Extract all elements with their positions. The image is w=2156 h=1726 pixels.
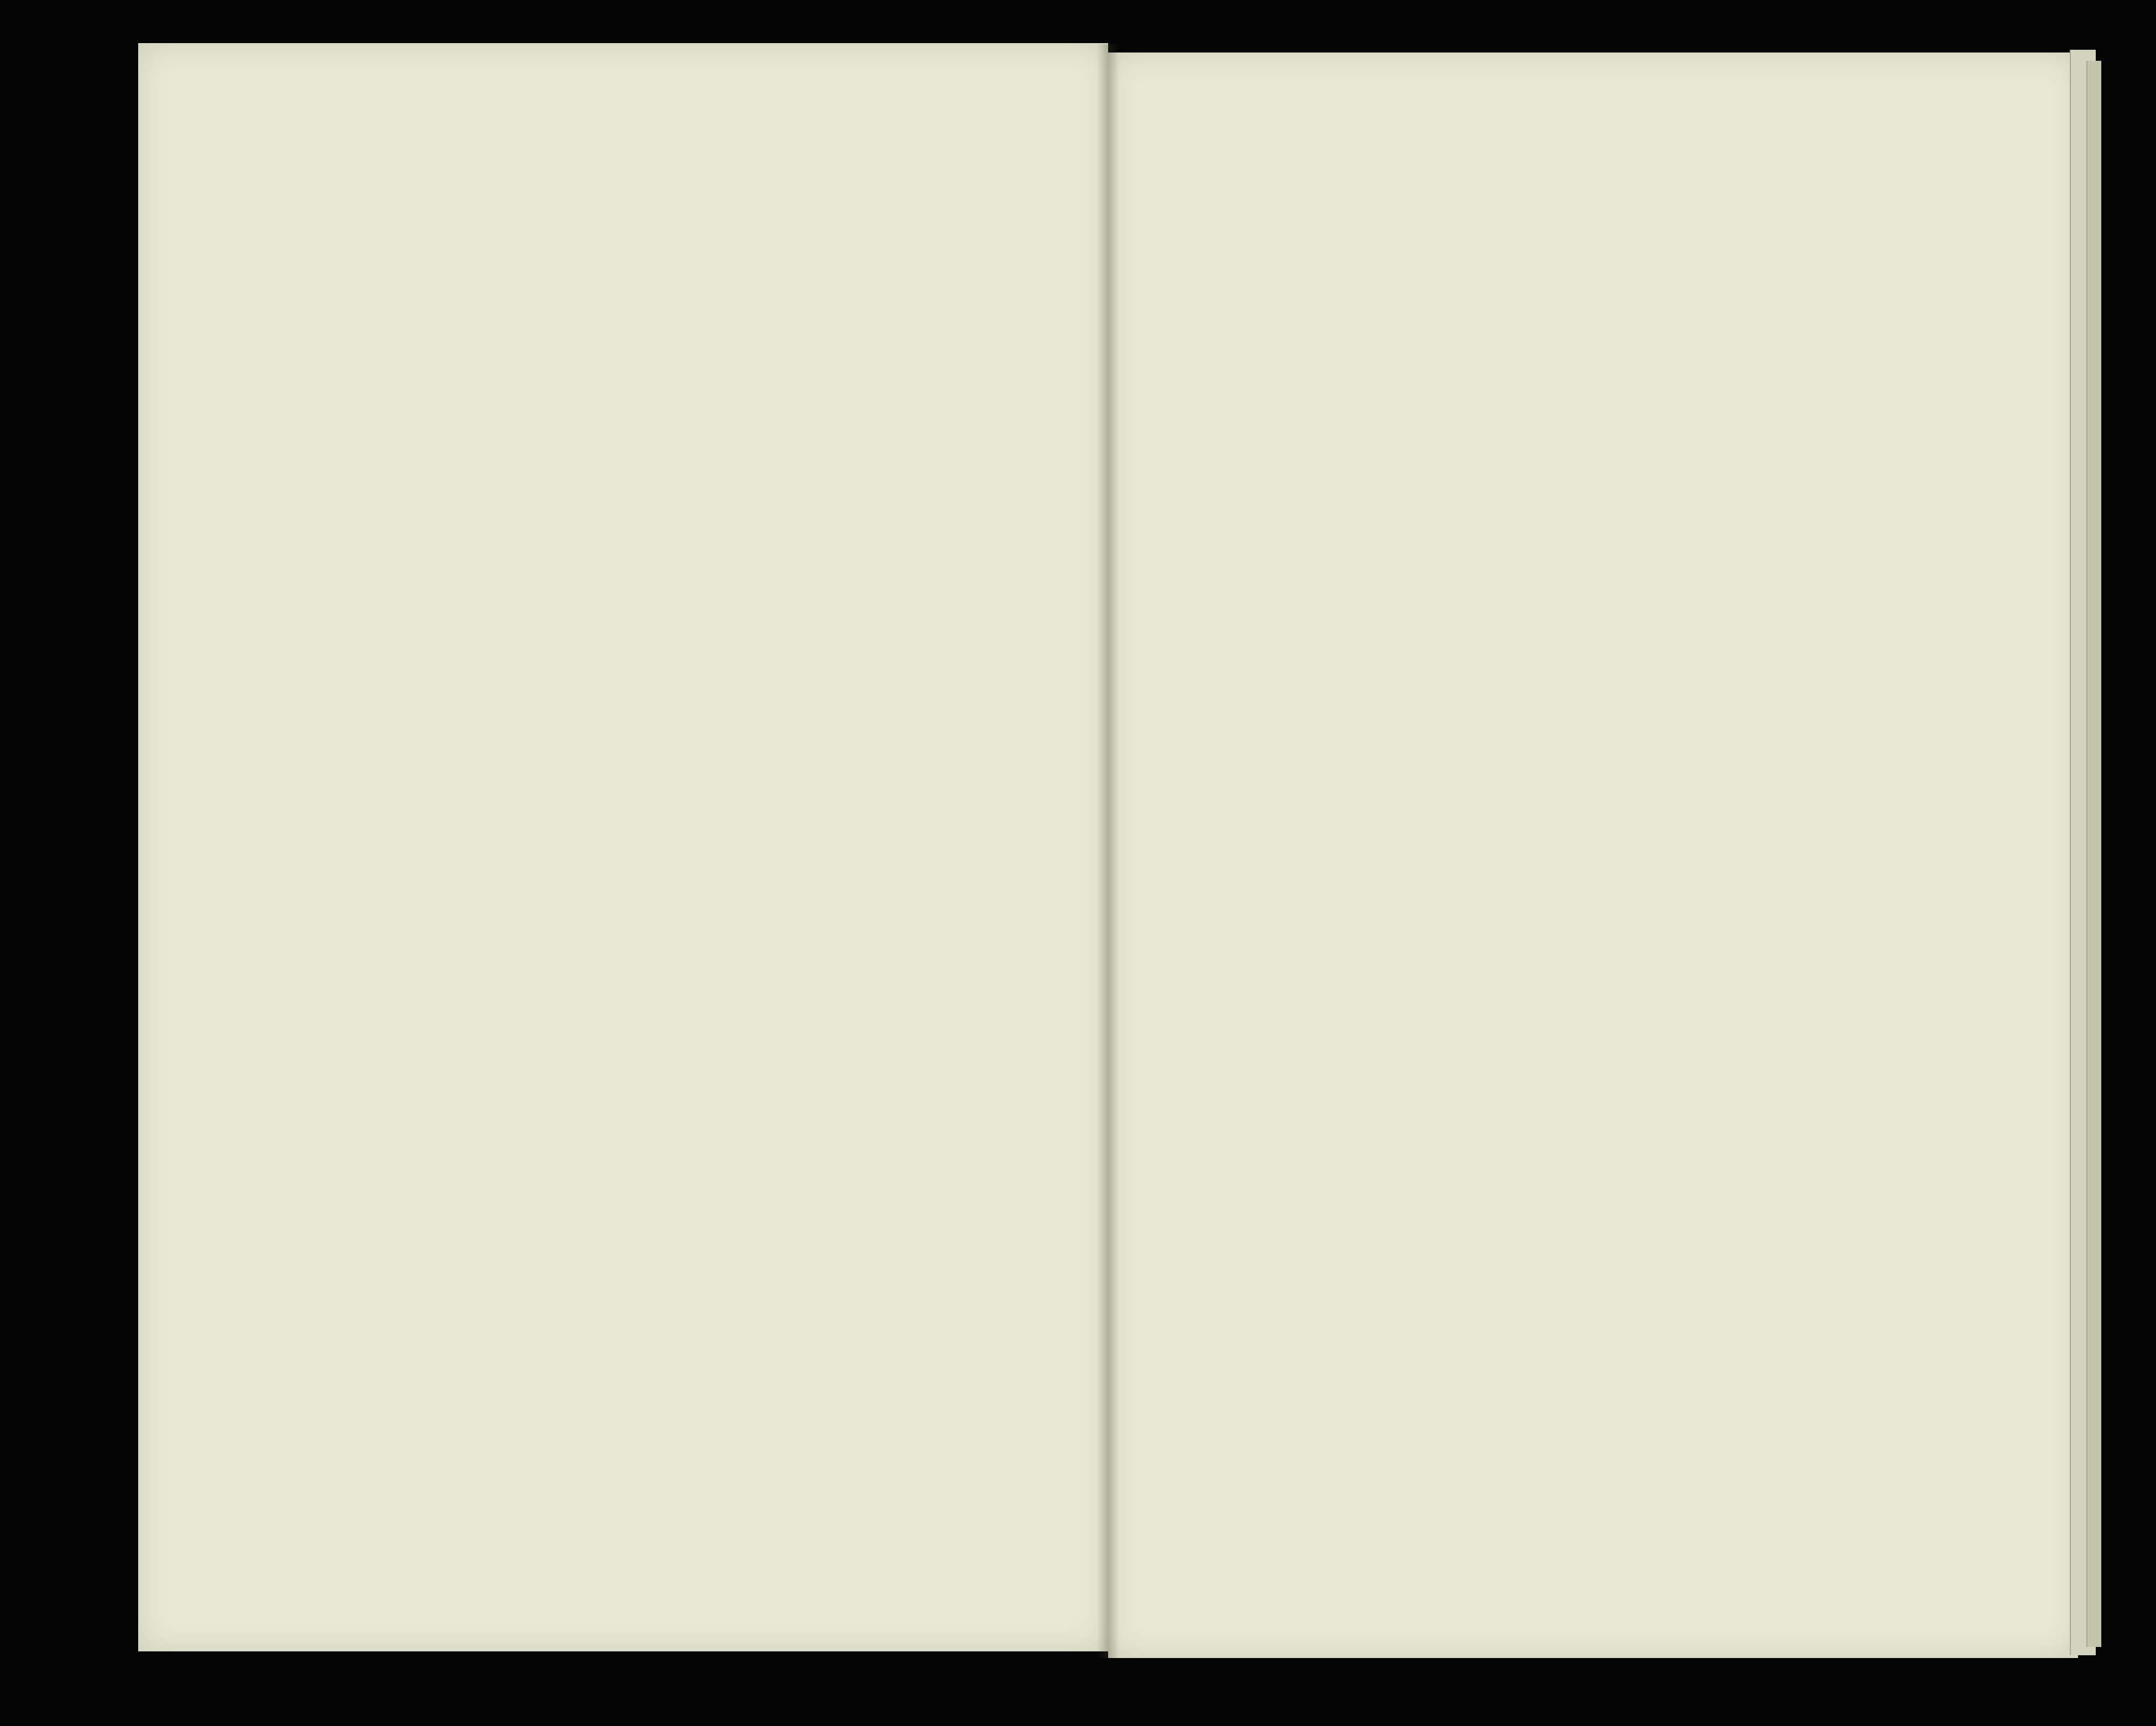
right-page <box>1108 53 2078 1658</box>
page-stack-edge-inner <box>2086 61 2101 1647</box>
book-spine <box>1097 44 1119 1658</box>
left-page <box>138 43 1108 1651</box>
